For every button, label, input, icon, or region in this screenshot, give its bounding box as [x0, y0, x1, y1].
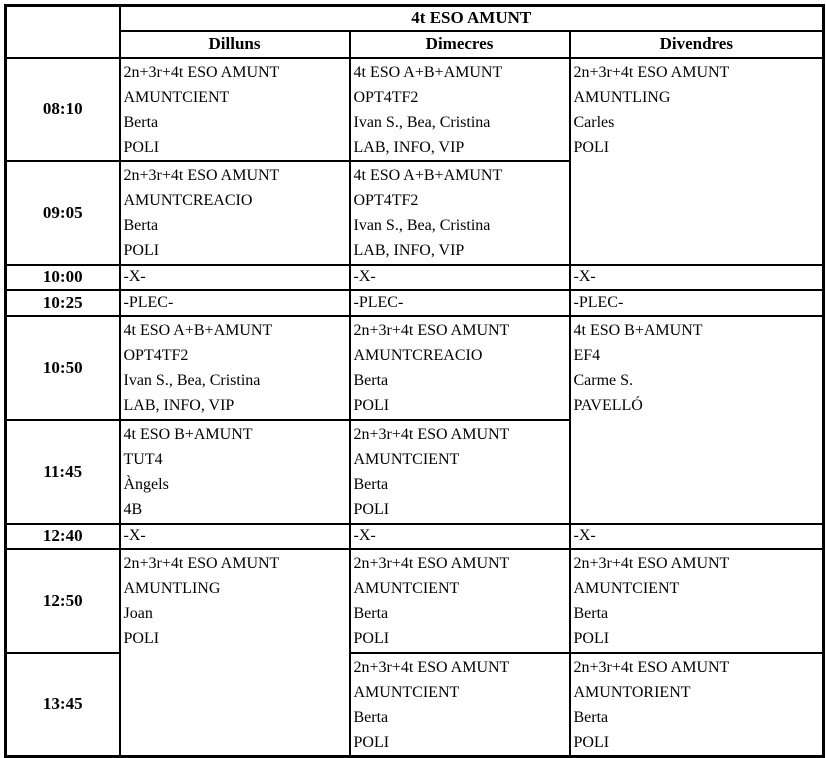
- timetable-row-1000: [6, 265, 824, 290]
- subject-line: AMUNTCIENT: [123, 88, 230, 106]
- schedule-cell: [570, 653, 824, 757]
- schedule-cell: [570, 316, 824, 524]
- time-cell: 08:10: [6, 58, 120, 161]
- teacher-line: Ivan S., Bea, Cristina: [353, 216, 491, 234]
- subject-line: TUT4: [123, 450, 163, 468]
- schedule-cell: [120, 161, 350, 265]
- subject-line: AMUNTCIENT: [573, 579, 680, 597]
- room-line: POLI: [123, 138, 160, 156]
- group-line: 2n+3r+4t ESO AMUNT: [353, 554, 510, 572]
- time-cell: 10:25: [6, 290, 120, 316]
- subject-line: AMUNTLING: [573, 88, 671, 106]
- time-cell: 12:40: [6, 524, 120, 549]
- room-line: 4B: [123, 500, 143, 518]
- group-line: 2n+3r+4t ESO AMUNT: [573, 658, 730, 676]
- time-cell: 10:00: [6, 265, 120, 290]
- room-line: POLI: [353, 500, 390, 518]
- subject-line: AMUNTORIENT: [573, 683, 691, 701]
- group-line: 2n+3r+4t ESO AMUNT: [123, 63, 280, 81]
- schedule-cell: [120, 58, 350, 161]
- schedule-cell: [120, 316, 350, 420]
- break-cell: -X-: [570, 524, 824, 549]
- schedule-cell: [570, 549, 824, 653]
- group-line: 4t ESO B+AMUNT: [123, 425, 253, 443]
- teacher-line: Berta: [573, 604, 609, 622]
- group-line: 2n+3r+4t ESO AMUNT: [123, 166, 280, 184]
- room-line: PAVELLÓ: [573, 396, 643, 414]
- teacher-line: Berta: [353, 604, 389, 622]
- timetable: [4, 4, 825, 758]
- break-cell: -PLEC-: [350, 290, 570, 316]
- group-line: 2n+3r+4t ESO AMUNT: [353, 321, 510, 339]
- break-cell: -X-: [570, 265, 824, 290]
- room-line: LAB, INFO, VIP: [123, 396, 235, 414]
- group-line: 4t ESO A+B+AMUNT: [353, 166, 503, 184]
- days-row: [6, 31, 824, 58]
- teacher-line: Ivan S., Bea, Cristina: [353, 113, 491, 131]
- subject-line: EF4: [573, 346, 601, 364]
- teacher-line: Carme S.: [573, 371, 634, 389]
- room-line: POLI: [353, 396, 390, 414]
- day-header-dilluns: Dilluns: [120, 31, 350, 58]
- subject-line: OPT4TF2: [353, 191, 419, 209]
- timetable-row-1240: [6, 524, 824, 549]
- time-cell: 12:50: [6, 549, 120, 653]
- subject-line: AMUNTCIENT: [353, 579, 460, 597]
- time-cell: 09:05: [6, 161, 120, 265]
- timetable-row-0810: [6, 58, 824, 161]
- schedule-cell: [120, 420, 350, 524]
- teacher-line: Berta: [123, 113, 159, 131]
- schedule-cell: [350, 58, 570, 161]
- group-line: 4t ESO B+AMUNT: [573, 321, 703, 339]
- teacher-line: Berta: [353, 475, 389, 493]
- timetable-row-1250: [6, 549, 824, 653]
- schedule-cell: [350, 316, 570, 420]
- subject-line: OPT4TF2: [353, 88, 419, 106]
- teacher-line: Berta: [573, 708, 609, 726]
- group-line: 2n+3r+4t ESO AMUNT: [123, 554, 280, 572]
- break-cell: -PLEC-: [570, 290, 824, 316]
- subject-line: AMUNTLING: [123, 579, 221, 597]
- subject-line: AMUNTCREACIO: [123, 191, 253, 209]
- subject-line: AMUNTCIENT: [353, 450, 460, 468]
- schedule-cell: [120, 549, 350, 757]
- break-cell: -X-: [350, 524, 570, 549]
- teacher-line: Berta: [353, 708, 389, 726]
- schedule-cell: [350, 161, 570, 265]
- teacher-line: Àngels: [123, 475, 169, 493]
- break-cell: -X-: [120, 524, 350, 549]
- group-line: 2n+3r+4t ESO AMUNT: [353, 658, 510, 676]
- group-line: 4t ESO A+B+AMUNT: [353, 63, 503, 81]
- room-line: POLI: [573, 138, 610, 156]
- group-line: 2n+3r+4t ESO AMUNT: [353, 425, 510, 443]
- break-cell: -X-: [120, 265, 350, 290]
- room-line: POLI: [353, 733, 390, 751]
- day-header-divendres: Divendres: [570, 31, 824, 58]
- subject-line: OPT4TF2: [123, 346, 189, 364]
- teacher-line: Joan: [123, 604, 153, 622]
- room-line: POLI: [353, 629, 390, 647]
- room-line: LAB, INFO, VIP: [353, 241, 465, 259]
- teacher-line: Ivan S., Bea, Cristina: [123, 371, 261, 389]
- subject-line: AMUNTCIENT: [353, 683, 460, 701]
- teacher-line: Berta: [353, 371, 389, 389]
- group-title: 4t ESO AMUNT: [120, 6, 824, 31]
- group-line: 2n+3r+4t ESO AMUNT: [573, 554, 730, 572]
- time-cell: 13:45: [6, 653, 120, 757]
- schedule-cell: [350, 653, 570, 757]
- break-cell: -X-: [350, 265, 570, 290]
- schedule-cell: [350, 420, 570, 524]
- room-line: POLI: [573, 733, 610, 751]
- time-cell: 11:45: [6, 420, 120, 524]
- schedule-cell: [570, 58, 824, 265]
- day-header-dimecres: Dimecres: [350, 31, 570, 58]
- room-line: LAB, INFO, VIP: [353, 138, 465, 156]
- group-line: 2n+3r+4t ESO AMUNT: [573, 63, 730, 81]
- time-cell: 10:50: [6, 316, 120, 420]
- schedule-cell: [350, 549, 570, 653]
- group-line: 4t ESO A+B+AMUNT: [123, 321, 273, 339]
- room-line: POLI: [573, 629, 610, 647]
- teacher-line: Carles: [573, 113, 615, 131]
- teacher-line: Berta: [123, 216, 159, 234]
- timetable-row-1025: [6, 290, 824, 316]
- corner-cell: [6, 6, 120, 58]
- title-row: [6, 6, 824, 31]
- timetable-row-1050: [6, 316, 824, 420]
- subject-line: AMUNTCREACIO: [353, 346, 483, 364]
- room-line: POLI: [123, 629, 160, 647]
- room-line: POLI: [123, 241, 160, 259]
- break-cell: -PLEC-: [120, 290, 350, 316]
